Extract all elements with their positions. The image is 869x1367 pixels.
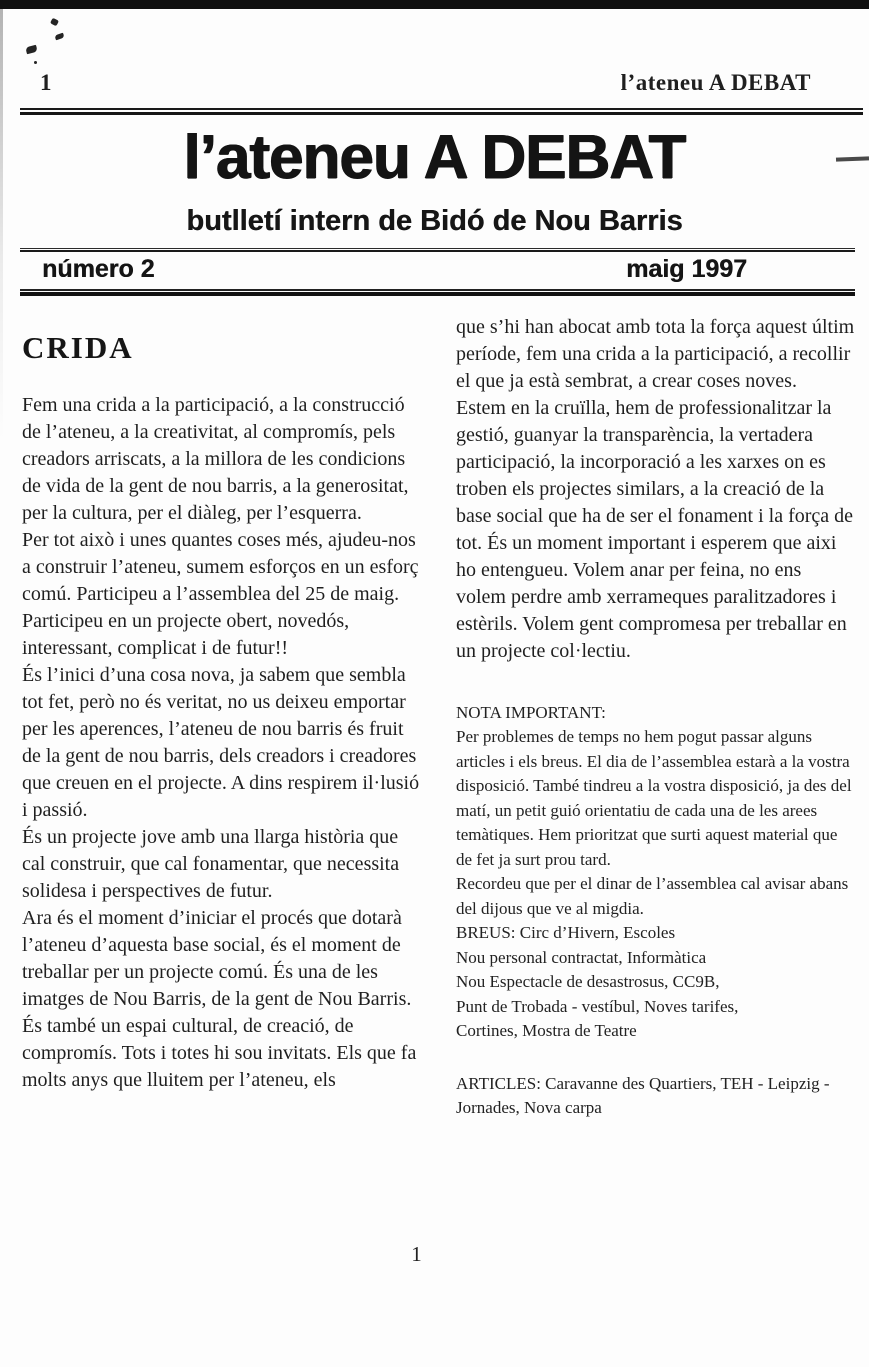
issue-date: maig 1997: [626, 255, 747, 283]
article-heading: CRIDA: [22, 329, 134, 365]
paragraph: que s’hi han abocat amb tota la força aquest últim període, fem una crida a la participació, a recollir el que ja està sembrat, a crear coses noves.: [456, 315, 855, 392]
header-rule: [20, 108, 863, 115]
paragraph: Ara és el moment d’iniciar el procés que dotarà l’ateneu d’aquesta base social, és el moment de treballar per un projecte comú. És una de les imatges de Nou Barris, de la gent de Nou Barris. És també un espai cultural, de creació, de compromís. Tots i totes hi sou invitats. Els que fa molts anys que lluitem per l’ateneu, els: [22, 906, 417, 1091]
issue-row: [0, 252, 869, 287]
nota-heading: NOTA IMPORTANT:: [456, 702, 606, 722]
paragraph: Per tot això i unes quantes coses més, ajudeu-nos a construir l’ateneu, sumem esforços en un esforç comú. Participeu a l’assemblea del 25 de maig. Participeu en un projecte obert, novedós, interessant, complicat i de futur!!: [22, 528, 419, 659]
paragraph: És un projecte jove amb una llarga història que cal construir, que cal fonamentar, que necessita solidesa i perspectives de futur.: [22, 825, 400, 902]
left-column: [22, 314, 422, 1121]
scan-speckle: [34, 61, 37, 64]
page-number-top: 1: [40, 70, 52, 95]
breus-line: Punt de Trobada - vestíbul, Noves tarifes,: [456, 996, 739, 1016]
running-header-title: l’ateneu A DEBAT: [620, 70, 811, 95]
paragraph: És l’inici d’una cosa nova, ja sabem que sembla tot fet, però no és veritat, no us deixeu emportar per les aperences, l’ateneu de nou barris és fruit de la gent de nou barris, dels creadors i creadores que creuen en el projecte. A dins respirem il·lusió i passió.: [22, 663, 420, 821]
breus-line: Cortines, Mostra de Teatre: [456, 1021, 637, 1041]
scan-edge-bar: [0, 0, 869, 9]
article-columns: [0, 314, 869, 1121]
scan-edge-shadow: [0, 9, 3, 439]
nota-important-section: [456, 701, 856, 1121]
nota-paragraph: Per problemes de temps no hem pogut passar alguns articles i els breus. El dia de l’assemblea estarà a la vostra disposició. També tindreu a la vostra disposició, ja des del matí, un petit guió orientatiu de cada una de les arees temàtiques. Hem prioritzat que surti aquest material que de fet ja surt prou tard.: [456, 727, 852, 869]
page-number-bottom: 1: [411, 1242, 422, 1266]
breus-line: Nou personal contractat, Informàtica: [456, 947, 707, 967]
running-header-row: [0, 0, 869, 100]
breus-line: Nou Espectacle de desastrosus, CC9B,: [456, 972, 720, 992]
nota-paragraph: Recordeu que per el dinar de l’assemblea cal avisar abans del dijous que ve al migdia.: [456, 874, 849, 918]
newsletter-subtitle: butlletí intern de Bidó de Nou Barris: [186, 205, 683, 237]
issue-rule-bottom: [20, 289, 855, 296]
newsletter-title: l’ateneu A DEBAT: [183, 123, 686, 192]
breus-line: BREUS: Circ d’Hivern, Escoles: [456, 923, 676, 943]
paragraph: Fem una crida a la participació, a la construcció de l’ateneu, a la creativitat, al compromís, pels creadors arriscats, a la millora de les condicions de vida de la gent de nou barris, a la generositat, per la cultura, per el diàleg, per l’esquerra.: [22, 393, 409, 524]
paragraph: Estem en la cruïlla, hem de professionalitzar la gestió, guanyar la transparència, la vertadera participació, la incorporació a les xarxes on es troben els projectes similars, a la creació de la base social que ha de ser el fonament i la força de tot. És un moment important i esperem que aixi ho entengueu. Volem anar per feina, no ens volem perdre amb xerrameques paralitzadores i estèrils. Volem gent compromesa per treballar en un projecte col·lectiu.: [456, 396, 854, 662]
right-column: [456, 314, 856, 1121]
issue-number: número 2: [42, 255, 155, 283]
articles-line: ARTICLES: Caravanne des Quartiers, TEH - Leipzig - Jornades, Nova carpa: [456, 1073, 830, 1118]
